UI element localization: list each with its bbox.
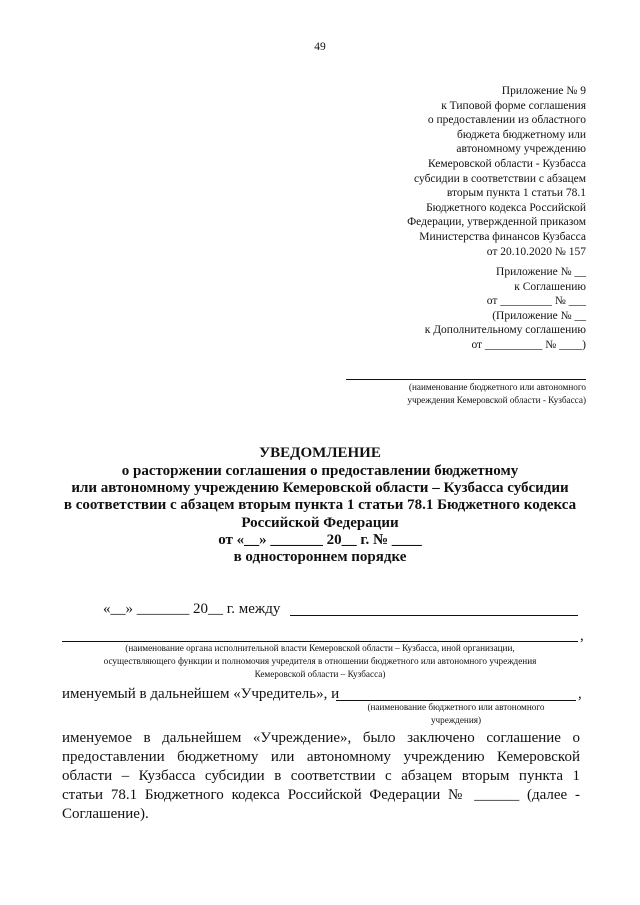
recipient-caption-line: (наименование бюджетного или автономного [408, 382, 586, 392]
subtitle-line: от «__» _______ 20__ г. № ____ [218, 531, 422, 548]
founder-caption-line: (наименование органа исполнительной власти Кемеровской области – Кузбасса, иной организации, [125, 643, 515, 653]
appendix-9-line: Министерства финансов Кузбасса [419, 230, 586, 243]
paragraph-line: именуемое в дальнейшем «Учреждение», было заключено соглашение о [62, 730, 580, 746]
founder-caption-line: осуществляющего функции и полномочия учредителя в отношении бюджетного или автономного учреждения [103, 656, 537, 666]
recipient-fill-line [346, 379, 586, 380]
appendix-9-line: Федерации, утвержденной приказом [407, 216, 586, 229]
paragraph-line: предоставлении бюджетному или автономному учреждению Кемеровской [62, 749, 580, 765]
appendix-9-line: вторым пункта 1 статьи 78.1 [446, 187, 586, 200]
document-title: УВЕДОМЛЕНИЕ [259, 445, 381, 461]
body-paragraph [62, 729, 580, 824]
subtitle-line: Российской Федерации [241, 514, 399, 531]
appendix-agreement-line: от __________ № ____) [471, 338, 586, 351]
appendix-9-line: к Типовой форме соглашения [441, 99, 586, 112]
institution-caption [336, 701, 576, 727]
appendix-agreement-line: Приложение № __ [496, 266, 586, 278]
document-subtitle [0, 463, 640, 566]
paragraph-line: области – Кузбасса субсидии в соответствии с абзацем вторым пункта 1 [62, 768, 580, 784]
trailing-comma: , [578, 686, 582, 702]
subtitle-line: о расторжении соглашения о предоставлении бюджетному [121, 463, 519, 479]
appendix-agreement-line: к Дополнительному соглашению [424, 324, 586, 337]
appendix-9-header [286, 84, 586, 259]
appendix-agreement-line: от _________ № ___ [486, 295, 586, 308]
appendix-agreement-line: к Соглашению [514, 280, 586, 293]
institution-caption-line: (наименование бюджетного или автономного [367, 702, 545, 712]
subtitle-line: в соответствии с абзацем вторым пункта 1 статьи 78.1 Бюджетного кодекса [63, 497, 577, 514]
institution-caption-line: учреждения) [430, 715, 482, 725]
subtitle-line: в одностороннем порядке [233, 549, 407, 566]
appendix-9-line: от 20.10.2020 № 157 [486, 245, 586, 258]
date-between-line: «__» _______ 20__ г. между [103, 601, 281, 617]
appendix-9-line: Бюджетного кодекса Российской [426, 201, 586, 214]
appendix-9-line: Кемеровской области - Кузбасса [428, 157, 586, 170]
subtitle-line: или автономному учреждению Кемеровской области – Кузбасса субсидии [71, 480, 569, 497]
founder-caption-line: Кемеровской области – Кузбасса) [254, 669, 386, 679]
founder-line: именуемый в дальнейшем «Учредитель», и [62, 686, 340, 702]
founder-caption [62, 642, 578, 681]
page-number: 49 [314, 41, 326, 53]
trailing-comma: , [580, 628, 584, 644]
party-fill-line [290, 615, 578, 616]
paragraph-line: Соглашение). [62, 806, 149, 822]
appendix-9-line: о предоставлении из областного [427, 114, 586, 127]
paragraph-line: статьи 78.1 Бюджетного кодекса Российской Федерации № ______ (далее - [62, 787, 580, 803]
appendix-agreement-header [286, 265, 586, 353]
appendix-9-line: автономному учреждению [456, 143, 586, 156]
appendix-9-line: Приложение № 9 [501, 85, 586, 97]
appendix-9-line: субсидии в соответствии с абзацем [414, 172, 586, 185]
recipient-caption [326, 381, 586, 407]
appendix-9-line: бюджета бюджетному или [456, 128, 586, 141]
appendix-agreement-line: (Приложение № __ [492, 309, 586, 322]
recipient-caption-line: учреждения Кемеровской области - Кузбасса) [407, 395, 586, 405]
